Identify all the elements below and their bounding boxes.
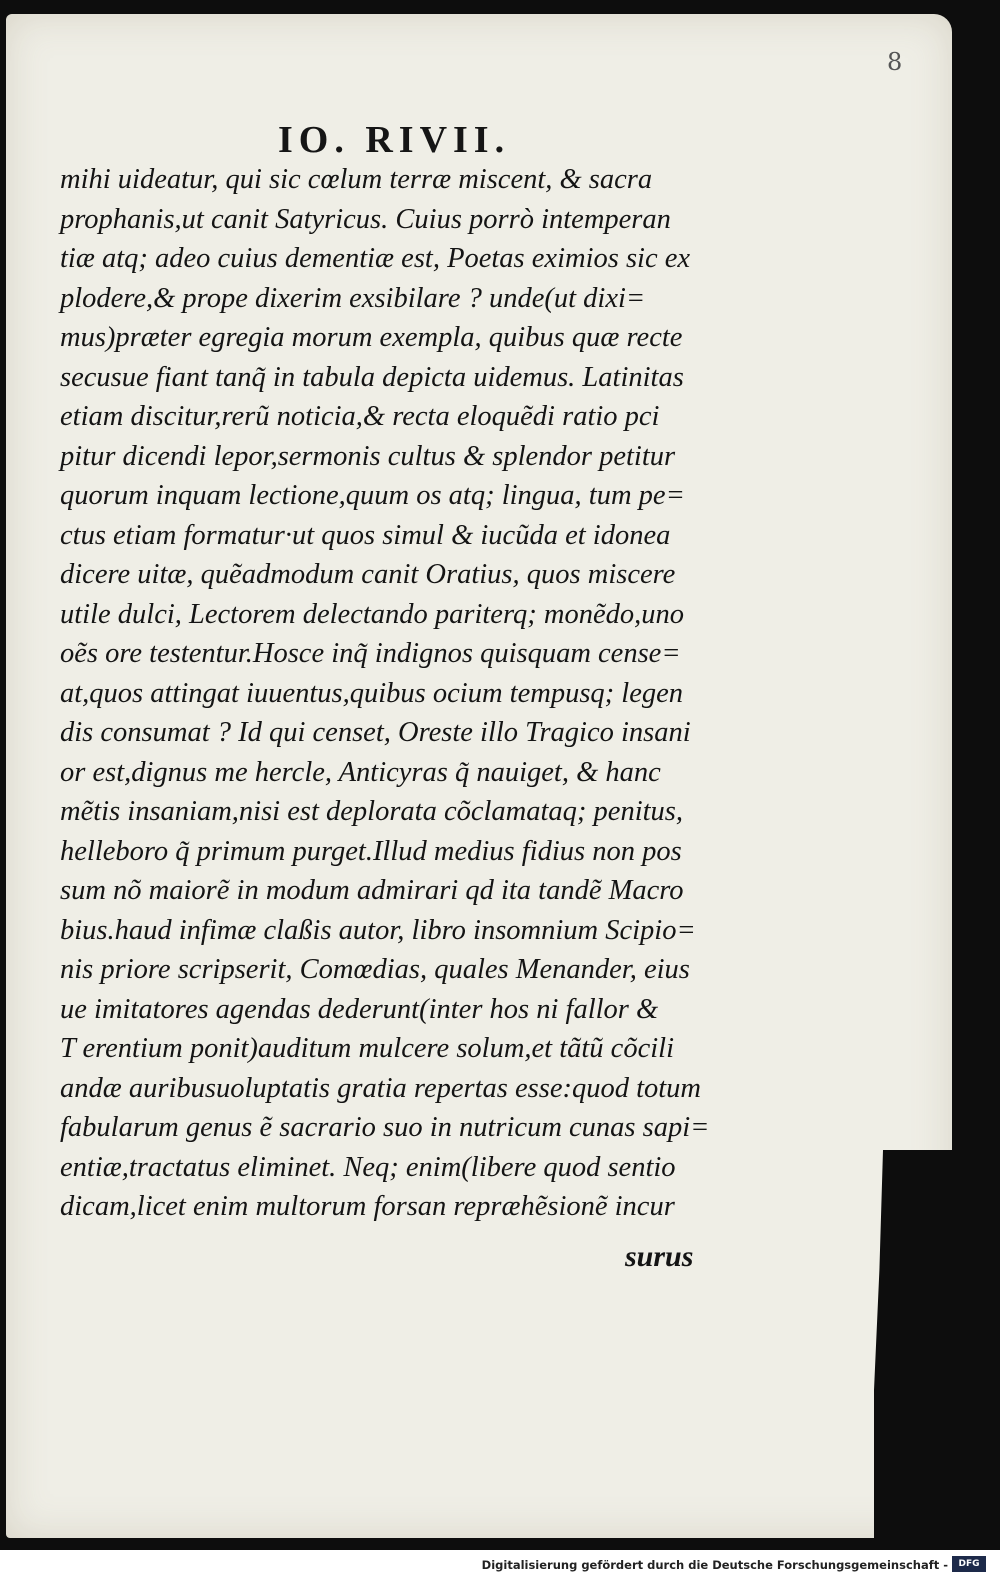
text-line: pitur dicendi lepor,sermonis cultus & splendor petitur [60,440,676,472]
text-line: ctus etiam formatur·ut quos simul & iucũda et idonea [60,519,671,551]
text-line: dicam,licet enim multorum forsan repræhẽsionẽ incur [60,1191,675,1222]
text-line: etiam discitur,rerũ noticia,& recta eloquẽdi ratio pci [60,401,660,432]
text-line: helleboro q̃ primum purget.Illud medius fidius non pos [60,835,682,867]
text-line: andæ auribusuoluptatis gratia repertas esse:quod totum [60,1072,701,1104]
running-head: IO. RIVII. [278,119,511,161]
text-line: oẽs ore testentur.Hosce inq̃ indignos quisquam cense= [60,638,681,669]
text-line: quorum inquam lectione,quum os atq; lingua, tum pe= [60,480,685,511]
text-line: at,quos attingat iuuentus,quibus ocium tempusq; legen [60,677,683,709]
text-line: tiæ atq; adeo cuius dementiæ est, Poetas eximios sic ex [60,243,691,274]
text-line: dis consumat ? Id qui censet, Oreste illo Tragico insani [60,717,691,748]
text-line: T erentium ponit)auditum mulcere solum,et tãtũ cõcili [60,1033,674,1064]
text-block [60,160,710,1227]
text-line: bius.haud infimæ claßis autor, libro insomnium Scipio= [60,914,696,946]
catchword: surus [625,1240,694,1273]
funding-credit: Digitalisierung gefördert durch die Deutsche Forschungsgemeinschaft - [481,1558,948,1572]
text-line: mus)præter egregia morum exempla, quibus quæ recte [60,322,683,353]
text-line: utile dulci, Lectorem delectando pariterq; monẽdo,uno [60,598,684,630]
text-line: entiæ,tractatus eliminet. Neq; enim(libere quod sentio [60,1151,676,1183]
dfg-logo: DFG [952,1556,986,1572]
text-line: or est,dignus me hercle, Anticyras q̃ nauiget, & hanc [60,756,661,788]
text-line: plodere,& prope dixerim exsibilare ? unde(ut dixi= [60,282,646,314]
text-line: sum nõ maiorẽ in modum admirari qd ita tandẽ Macro [60,875,684,906]
torn-page-corner [874,1150,964,1550]
folio-number: 8 [887,48,903,76]
text-line: dicere uitæ, quẽadmodum canit Oratius, quos miscere [60,559,676,590]
text-line: nis priore scripserit, Comœdias, quales Menander, eius [60,954,690,985]
text-line: mẽtis insaniam,nisi est deplorata cõclamataq; penitus, [60,796,683,827]
text-line: fabularum genus ẽ sacrario suo in nutricum cunas sapi= [60,1112,710,1143]
text-line: secusue fiant tanq̃ in tabula depicta uidemus. Latinitas [60,361,684,393]
text-line: prophanis,ut canit Satyricus. Cuius porrò intemperan [60,203,671,235]
text-line: mihi uideatur, qui sic cœlum terræ miscent, & sacra [60,164,653,195]
text-line: ue imitatores agendas dederunt(inter hos ni fallor & [60,993,659,1025]
